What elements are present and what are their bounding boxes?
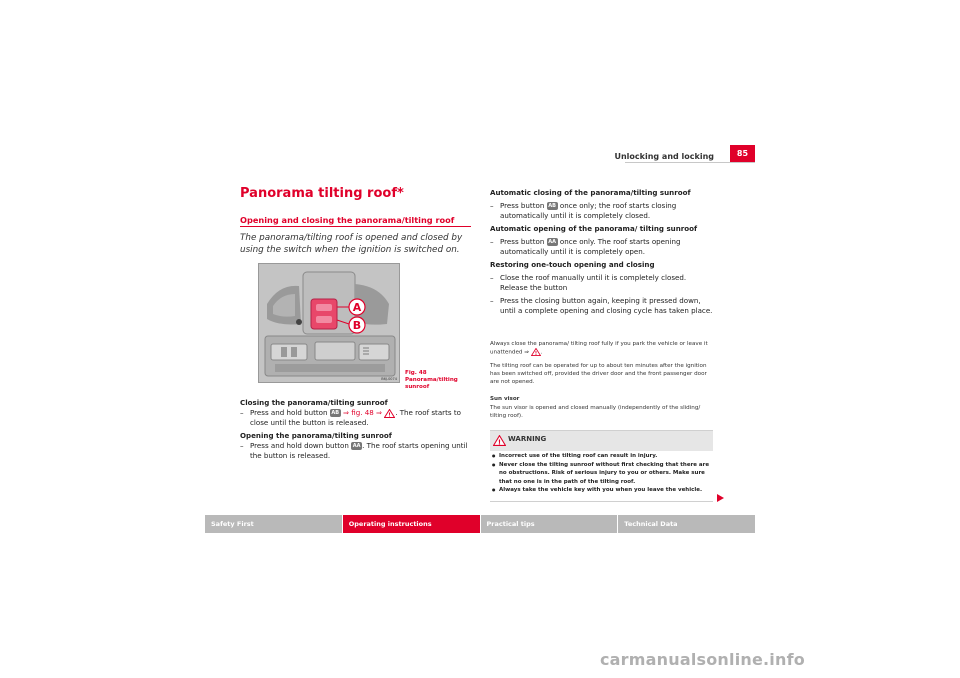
key-badge-ab: AB — [548, 203, 556, 209]
svg-text:!: ! — [497, 438, 502, 446]
key-badge-aa: AA — [548, 239, 556, 245]
page-number: 85 — [730, 145, 755, 162]
warning-header — [490, 431, 713, 451]
svg-text:!: ! — [388, 412, 391, 418]
figure-caption: Fig. 48 Panorama/tilting sunroof — [405, 370, 458, 390]
auto-open-heading: Automatic opening of the panorama/ tilting sunroof — [490, 224, 698, 233]
sun-visor-text: The sun visor is opened and closed manually (independently of the sliding/ tilting roof). — [490, 405, 701, 419]
warning-triangle-icon — [531, 348, 541, 356]
figure-label-a: A — [352, 301, 362, 314]
footer-tab-bar — [205, 515, 755, 533]
warning-title: WARNING — [508, 435, 547, 443]
right-instructions — [490, 188, 716, 316]
tab-operating-instructions[interactable]: Operating instructions — [343, 515, 480, 533]
figure-code: B6J-0074 — [381, 377, 397, 381]
opening-heading: Opening the panorama/tilting sunroof — [240, 431, 392, 440]
roof-console-illustration — [259, 264, 400, 383]
warning-list — [492, 452, 712, 495]
note-ignition: The tilting roof can be operated for up to about ten minutes after the ignition has been switched off, provided the driver door and the front passenger door are not opened. — [490, 363, 707, 385]
continue-arrow-icon[interactable] — [717, 494, 724, 502]
restore-step-2: – Press the closing button again, keeping it pressed down, until a complete opening and closing cycle has taken place. — [490, 296, 716, 316]
warning-triangle-icon — [384, 409, 395, 418]
watermark: carmanualsonline.info — [600, 650, 805, 669]
running-header: Unlocking and locking — [614, 152, 714, 161]
sun-visor-heading: Sun visor — [490, 396, 520, 402]
warning-box — [490, 430, 713, 502]
left-instructions — [240, 398, 472, 461]
tab-practical-tips[interactable]: Practical tips — [481, 515, 618, 533]
svg-text:!: ! — [534, 350, 537, 356]
roof-switch-figure — [258, 263, 400, 383]
tab-technical-data[interactable]: Technical Data — [618, 515, 755, 533]
section-subtitle: Opening and closing the panorama/tilting roof — [240, 215, 455, 225]
restore-step-1: – Close the roof manually until it is completely closed. Release the button — [490, 273, 716, 293]
closing-heading: Closing the panorama/tilting sunroof — [240, 398, 388, 407]
warning-triangle-icon — [493, 435, 506, 446]
opening-step: – Press and hold down button AA . The roof starts opening until the button is released. — [240, 441, 472, 461]
section-title: Panorama tilting roof* — [240, 186, 404, 201]
warning-item: ● Always take the vehicle key with you when you leave the vehicle. — [492, 486, 712, 495]
restore-heading: Restoring one-touch opening and closing — [490, 260, 655, 269]
header-rule — [625, 162, 755, 163]
note-park: Always close the panorama/ tilting roof fully if you park the vehicle or leave it unattended ⇒ ! . — [490, 341, 708, 356]
lead-paragraph: The panorama/tilting roof is opened and closed by using the switch when the ignition is switched on. — [240, 233, 463, 255]
auto-close-step: – Press button AB once only; the roof starts closing automatically until it is completely closed. — [490, 201, 716, 221]
warning-item: ● Never close the tilting sunroof without first checking that there are no obstructions. Risk of serious injury to you or others. Make sure that no one is in the path of the tilting roof. — [492, 461, 712, 487]
key-badge-ab: AB — [331, 410, 340, 416]
warning-item: ● Incorrect use of the tilting roof can result in injury. — [492, 452, 712, 461]
auto-open-step: – Press button AA once only. The roof starts opening automatically until it is completely open. — [490, 237, 716, 257]
key-badge-aa: AA — [352, 443, 361, 449]
figure-label-b: B — [352, 319, 362, 332]
subtitle-rule — [240, 226, 471, 227]
fig-ref-link[interactable]: ⇒ fig. 48 ⇒ — [343, 408, 382, 417]
tab-safety-first[interactable]: Safety First — [205, 515, 342, 533]
auto-close-heading: Automatic closing of the panorama/tilting sunroof — [490, 188, 691, 197]
closing-step: – Press and hold button AB ⇒ fig. 48 ⇒ ! . The roof starts to close until the button is released. — [240, 408, 472, 428]
